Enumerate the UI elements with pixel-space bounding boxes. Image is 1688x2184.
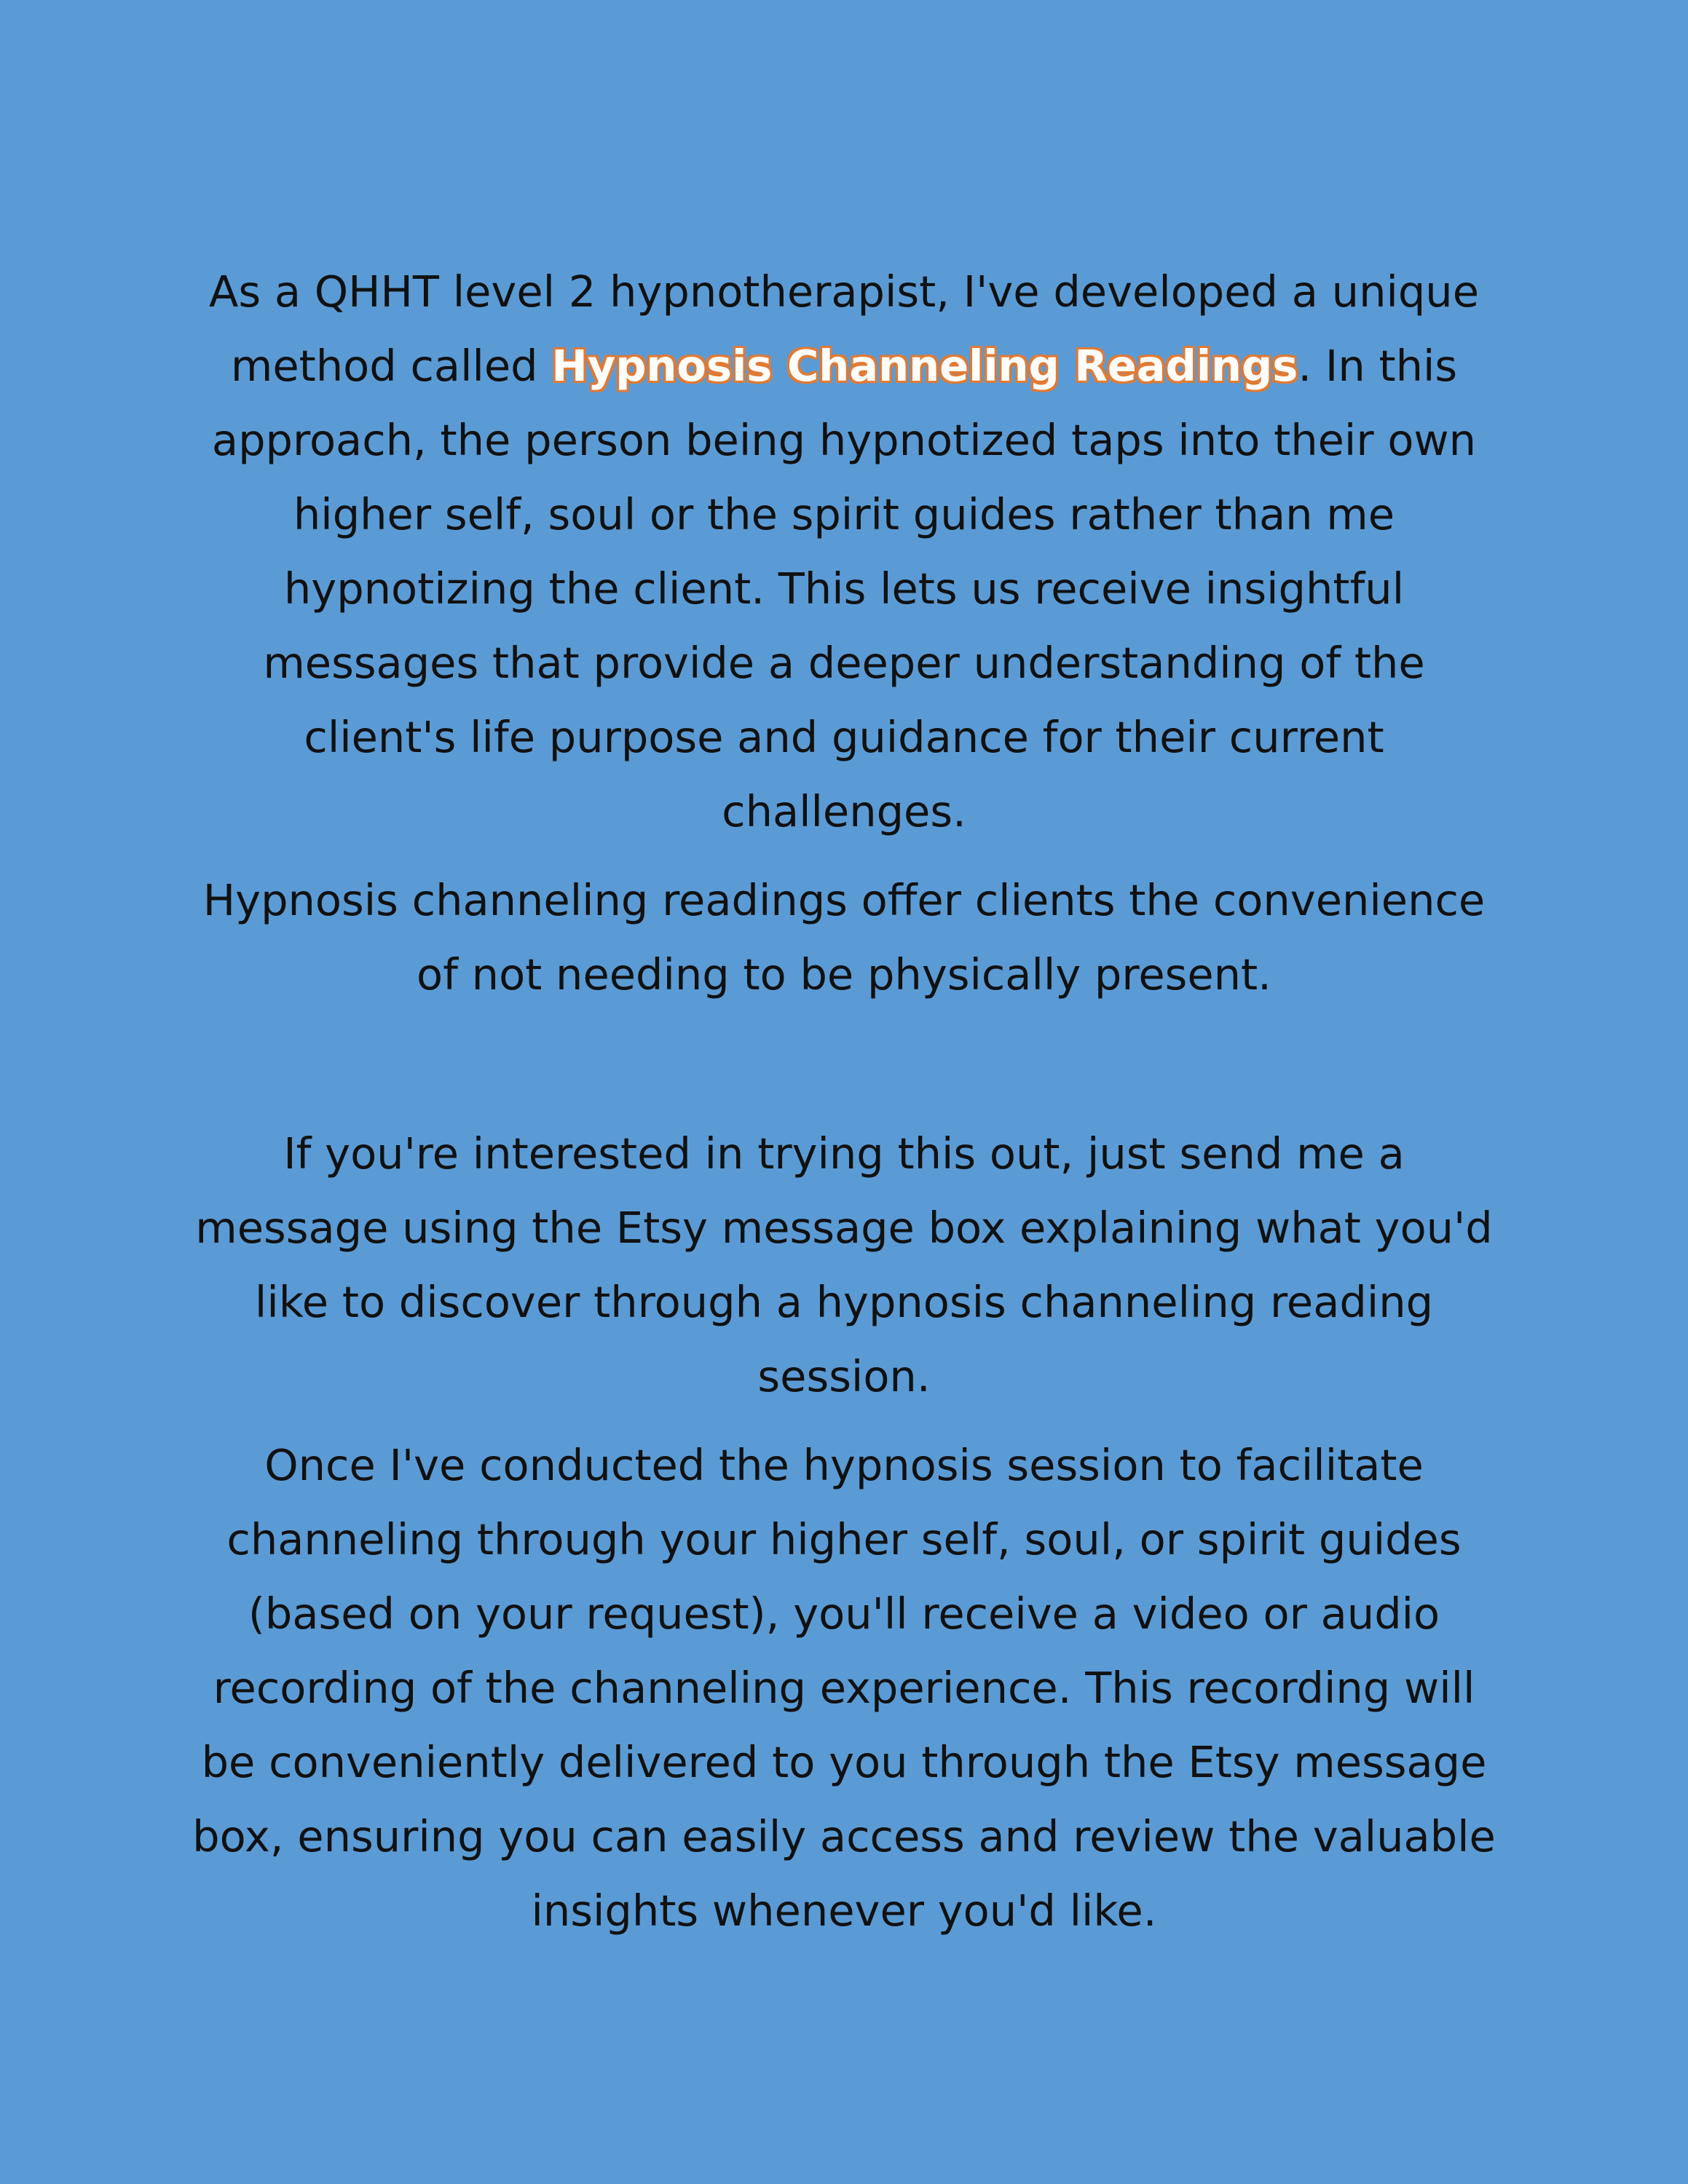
highlighted-title: Hypnosis Channeling Readings (551, 341, 1298, 391)
intro-text-before: As a QHHT level 2 hypnotherapist, I've developed a unique method called (208, 266, 1479, 391)
intro-paragraph (189, 255, 1499, 849)
document-content (189, 255, 1499, 1948)
delivery-paragraph: Once I've conducted the hypnosis session to facilitate channeling through your higher self, soul, or spirit guides (based on your request), you'll receive a video or audio recording of the channeling experience. This recording will be conveniently delivered to you through the Etsy message box, ensuring you can easily access and review the valuable insights whenever you'd like. (192, 1440, 1496, 1936)
interested-paragraph: If you're interested in trying this out, just send me a message using the Etsy message box explaining what you'd like to discover through a hypnosis channeling reading session. (195, 1128, 1493, 1401)
convenience-paragraph: Hypnosis channeling readings offer clients the convenience of not needing to be physically present. (202, 875, 1486, 1000)
intro-text-after: . In this approach, the person being hypnotized taps into their own higher self, soul or the spirit guides rather than me hypnotizing the client. This lets us receive insightful messages that provide a deeper understanding of the client's life purpose and guidance for their current challenges. (211, 341, 1477, 836)
